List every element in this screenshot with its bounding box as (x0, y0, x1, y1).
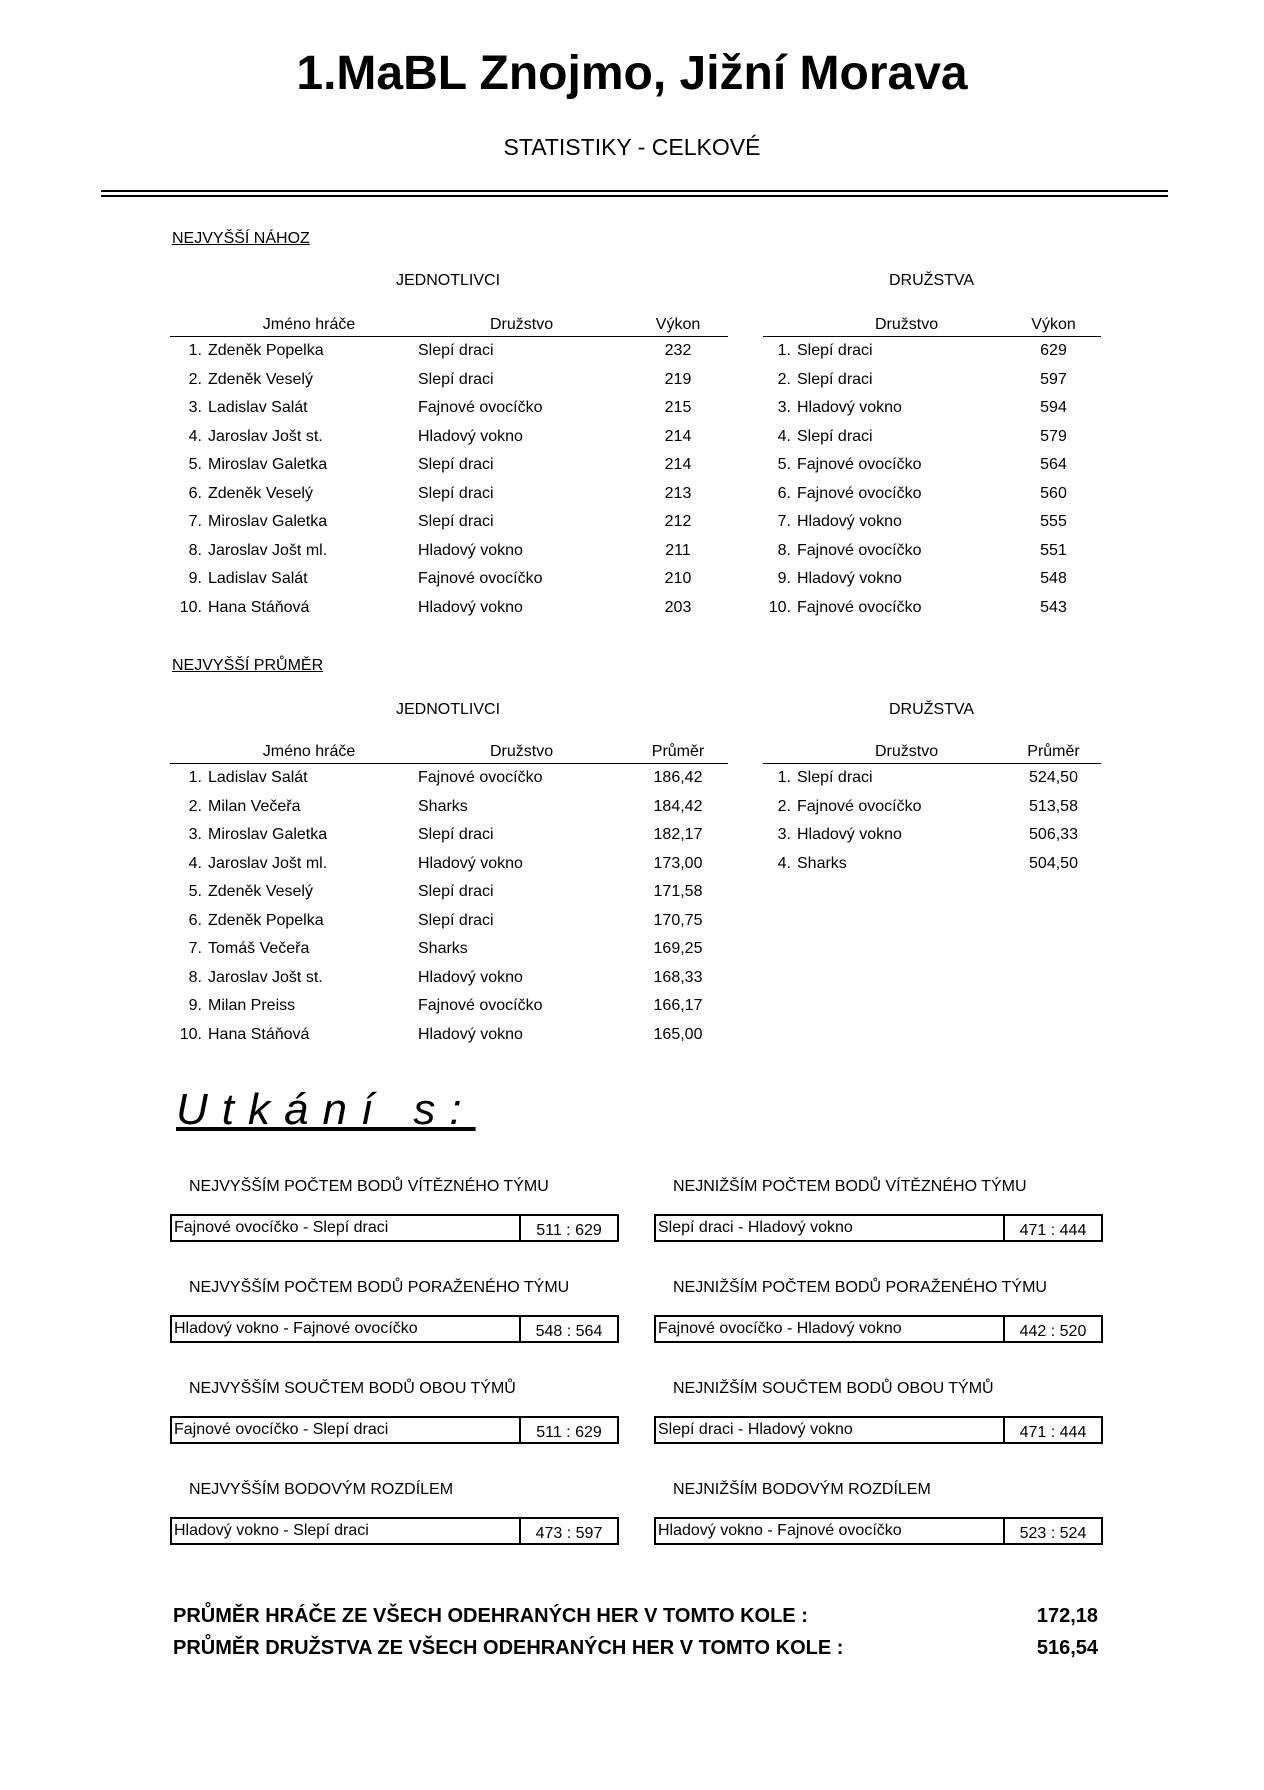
row-team: Slepí draci (797, 370, 873, 388)
row-rank: 3. (188, 826, 202, 844)
row-team: Fajnové ovocíčko (418, 399, 543, 417)
page-title: 1.MaBL Znojmo, Jižní Morava (296, 47, 968, 100)
match-teams: Fajnové ovocíčko - Slepí draci (172, 1216, 521, 1240)
match-record-box (170, 1416, 619, 1444)
match-record-box (654, 1416, 1103, 1444)
row-rank: 1. (777, 342, 791, 360)
row-value: 548 (1040, 570, 1067, 588)
row-value: 524,50 (1029, 769, 1078, 787)
row-rank: 1. (777, 769, 791, 787)
row-team: Hladový vokno (418, 598, 523, 616)
row-value: 171,58 (653, 883, 703, 901)
row-rank: 2. (777, 797, 791, 815)
row-player-name: Zdeněk Veselý (208, 883, 313, 901)
row-team: Fajnové ovocíčko (797, 797, 922, 815)
column-header-team: Družstvo (418, 733, 628, 764)
match-record-label: NEJVYŠŠÍM POČTEM BODŮ PORAŽENÉHO TÝMU (189, 1279, 570, 1296)
match-record-label: NEJNIŽŠÍM BODOVÝM ROZDÍLEM (673, 1481, 931, 1498)
row-value: 232 (664, 342, 692, 360)
row-rank: 8. (188, 541, 202, 559)
row-value: 184,42 (653, 797, 703, 815)
row-value: 211 (665, 541, 691, 559)
row-value: 513,58 (1029, 797, 1078, 815)
row-team: Hladový vokno (418, 541, 523, 559)
column-header-value: Výkon (628, 306, 728, 337)
row-team: Hladový vokno (418, 427, 523, 445)
table-row (170, 793, 728, 822)
row-rank: 8. (777, 541, 791, 559)
row-value: 173,00 (653, 854, 703, 872)
row-team: Fajnové ovocíčko (418, 997, 543, 1015)
row-value: 579 (1040, 427, 1067, 445)
match-score: 511 : 629 (536, 1222, 602, 1239)
row-team: Slepí draci (418, 484, 494, 502)
row-team: Slepí draci (797, 427, 873, 445)
row-value: 210 (664, 570, 692, 588)
row-player-name: Ladislav Salát (208, 769, 308, 787)
row-rank: 8. (188, 968, 202, 986)
row-player-name: Miroslav Galetka (208, 456, 328, 474)
row-team: Slepí draci (418, 456, 494, 474)
column-header-name: Jméno hráče (170, 306, 418, 337)
player-average-label: PRŮMĚR HRÁČE ZE VŠECH ODEHRANÝCH HER V TOMTO KOLE : (173, 1605, 808, 1627)
top-scores-individuals-label: JEDNOTLIVCI (396, 272, 501, 289)
match-record-box (654, 1214, 1103, 1242)
match-teams: Fajnové ovocíčko - Hladový vokno (656, 1317, 1005, 1341)
column-header-name: Jméno hráče (170, 733, 418, 764)
row-team: Slepí draci (418, 342, 494, 360)
row-value: 506,33 (1029, 826, 1078, 844)
table-row (763, 850, 1101, 879)
match-teams: Fajnové ovocíčko - Slepí draci (172, 1418, 521, 1442)
row-player-name: Jaroslav Jošt st. (208, 968, 323, 986)
row-value: 203 (664, 598, 692, 616)
match-score: 473 : 597 (535, 1525, 603, 1542)
row-rank: 2. (188, 797, 202, 815)
row-team: Slepí draci (418, 883, 494, 901)
row-value: 170,75 (653, 911, 703, 929)
table-row (763, 451, 1101, 480)
table-body (170, 337, 728, 623)
row-value: 168,33 (653, 968, 703, 986)
row-value: 182,17 (653, 826, 703, 844)
match-record-label: NEJVYŠŠÍM SOUČTEM BODŮ OBOU TÝMŮ (189, 1380, 516, 1397)
row-rank: 7. (188, 513, 202, 531)
row-rank: 2. (188, 370, 202, 388)
table-row (170, 337, 728, 366)
row-rank: 4. (188, 854, 202, 872)
match-record-label: NEJNIŽŠÍM SOUČTEM BODŮ OBOU TÝMŮ (673, 1380, 994, 1397)
row-rank: 3. (777, 399, 791, 417)
column-header-value: Výkon (1006, 306, 1101, 337)
row-rank: 6. (188, 911, 202, 929)
table-row (170, 394, 728, 423)
table-row (170, 366, 728, 395)
row-team: Fajnové ovocíčko (797, 456, 922, 474)
header-divider-bottom (101, 195, 1168, 197)
row-rank: 5. (188, 456, 202, 474)
table-row (170, 964, 728, 993)
row-rank: 10. (768, 598, 791, 616)
top-scores-teams-table (763, 306, 1101, 622)
section-top-scores-label: NEJVYŠŠÍ NÁHOZ (172, 230, 310, 247)
row-team: Slepí draci (797, 769, 873, 787)
row-team: Hladový vokno (418, 1025, 523, 1043)
table-header-row (763, 306, 1101, 337)
table-row (170, 1021, 728, 1050)
row-value: 543 (1040, 598, 1067, 616)
table-row (170, 480, 728, 509)
match-teams: Hladový vokno - Slepí draci (172, 1519, 521, 1543)
table-row (170, 537, 728, 566)
top-averages-individuals-label: JEDNOTLIVCI (396, 701, 501, 718)
match-score: 442 : 520 (1019, 1323, 1087, 1340)
row-rank: 1. (188, 342, 202, 360)
row-rank: 10. (179, 598, 202, 616)
row-player-name: Milan Večeřa (208, 797, 301, 815)
table-row (170, 850, 728, 879)
row-team: Fajnové ovocíčko (797, 598, 922, 616)
row-value: 213 (664, 484, 692, 502)
row-value: 186,42 (653, 769, 703, 787)
row-rank: 1. (188, 769, 202, 787)
column-header-team: Družstvo (763, 733, 1006, 764)
row-team: Hladový vokno (797, 513, 902, 531)
table-row (170, 878, 728, 907)
match-record-box (654, 1315, 1103, 1343)
table-row (763, 537, 1101, 566)
row-rank: 6. (188, 484, 202, 502)
team-average-label: PRŮMĚR DRUŽSTVA ZE VŠECH ODEHRANÝCH HER V TOMTO KOLE : (173, 1637, 844, 1659)
match-record-label: NEJVYŠŠÍM BODOVÝM ROZDÍLEM (189, 1481, 454, 1498)
row-value: 219 (664, 370, 692, 388)
table-body (763, 337, 1101, 623)
column-header-team: Družstvo (763, 306, 1006, 337)
table-row (763, 821, 1101, 850)
table-row (763, 565, 1101, 594)
match-teams: Slepí draci - Hladový vokno (656, 1418, 1005, 1442)
row-rank: 4. (777, 427, 791, 445)
table-row (170, 565, 728, 594)
match-record-box (170, 1517, 619, 1545)
row-rank: 6. (777, 484, 791, 502)
row-rank: 4. (777, 854, 791, 872)
row-value: 214 (664, 427, 692, 445)
row-player-name: Zdeněk Veselý (208, 370, 313, 388)
match-score: 511 : 629 (536, 1424, 602, 1441)
matches-title: Utkání s: (176, 1085, 476, 1134)
row-team: Slepí draci (797, 342, 873, 360)
top-scores-individuals-table (170, 306, 728, 622)
table-row (763, 508, 1101, 537)
row-value: 166,17 (653, 997, 703, 1015)
table-row (170, 594, 728, 623)
top-averages-individuals-table (170, 733, 728, 1049)
row-player-name: Hana Stáňová (208, 598, 310, 616)
table-header-row (763, 733, 1101, 764)
row-team: Slepí draci (418, 370, 494, 388)
match-score: 548 : 564 (535, 1323, 603, 1340)
table-row (763, 793, 1101, 822)
row-player-name: Zdeněk Popelka (208, 342, 324, 360)
match-teams: Hladový vokno - Fajnové ovocíčko (656, 1519, 1005, 1543)
column-header-value: Průměr (1006, 733, 1101, 764)
table-row (763, 594, 1101, 623)
match-record-label: NEJVYŠŠÍM POČTEM BODŮ VÍTĚZNÉHO TÝMU (189, 1178, 549, 1195)
row-team: Sharks (418, 940, 468, 958)
header-divider-top (101, 190, 1168, 192)
row-team: Hladový vokno (418, 968, 523, 986)
table-row (763, 394, 1101, 423)
row-player-name: Ladislav Salát (208, 570, 308, 588)
row-player-name: Zdeněk Veselý (208, 484, 313, 502)
row-player-name: Jaroslav Jošt ml. (208, 541, 328, 559)
table-row (763, 337, 1101, 366)
row-player-name: Miroslav Galetka (208, 513, 328, 531)
top-averages-teams-label: DRUŽSTVA (889, 701, 975, 718)
row-team: Slepí draci (418, 911, 494, 929)
row-player-name: Miroslav Galetka (208, 826, 328, 844)
row-rank: 9. (777, 570, 791, 588)
top-averages-teams-table (763, 733, 1101, 878)
row-value: 597 (1040, 370, 1067, 388)
row-value: 504,50 (1029, 854, 1078, 872)
match-record-box (654, 1517, 1103, 1545)
row-value: 594 (1040, 399, 1067, 417)
row-rank: 9. (188, 570, 202, 588)
table-body (170, 764, 728, 1050)
row-player-name: Jaroslav Jošt ml. (208, 854, 328, 872)
match-teams: Slepí draci - Hladový vokno (656, 1216, 1005, 1240)
row-rank: 7. (777, 513, 791, 531)
row-rank: 7. (188, 940, 202, 958)
table-header-row (170, 306, 728, 337)
match-record-box (170, 1214, 619, 1242)
row-rank: 3. (777, 826, 791, 844)
row-value: 212 (664, 513, 692, 531)
table-row (763, 480, 1101, 509)
row-rank: 4. (188, 427, 202, 445)
row-team: Hladový vokno (797, 399, 902, 417)
row-rank: 9. (188, 997, 202, 1015)
row-value: 169,25 (653, 940, 703, 958)
team-average-value: 516,54 (1036, 1637, 1098, 1659)
row-team: Fajnové ovocíčko (797, 541, 922, 559)
match-record-box (170, 1315, 619, 1343)
top-scores-teams-label: DRUŽSTVA (889, 272, 975, 289)
row-team: Fajnové ovocíčko (418, 570, 543, 588)
row-team: Hladový vokno (797, 826, 902, 844)
row-player-name: Tomáš Večeřa (208, 940, 310, 958)
match-record-label: NEJNIŽŠÍM POČTEM BODŮ VÍTĚZNÉHO TÝMU (673, 1178, 1027, 1195)
row-player-name: Milan Preiss (208, 997, 296, 1015)
row-team: Hladový vokno (797, 570, 902, 588)
row-team: Hladový vokno (418, 854, 523, 872)
row-team: Slepí draci (418, 826, 494, 844)
table-header-row (170, 733, 728, 764)
table-row (763, 366, 1101, 395)
match-score: 471 : 444 (1019, 1222, 1087, 1239)
row-value: 560 (1040, 484, 1067, 502)
match-record-label: NEJNIŽŠÍM POČTEM BODŮ PORAŽENÉHO TÝMU (673, 1279, 1047, 1296)
row-rank: 5. (777, 456, 791, 474)
table-row (170, 764, 728, 793)
row-player-name: Jaroslav Jošt st. (208, 427, 323, 445)
table-body (763, 764, 1101, 879)
page-subtitle: STATISTIKY - CELKOVÉ (503, 134, 761, 160)
row-rank: 10. (179, 1025, 202, 1043)
row-value: 165,00 (653, 1025, 703, 1043)
row-player-name: Ladislav Salát (208, 399, 308, 417)
table-row (763, 764, 1101, 793)
row-team: Fajnové ovocíčko (797, 484, 922, 502)
table-row (170, 992, 728, 1021)
row-value: 215 (664, 399, 692, 417)
player-average-value: 172,18 (1036, 1605, 1098, 1627)
table-row (170, 907, 728, 936)
row-value: 551 (1040, 541, 1067, 559)
row-rank: 2. (777, 370, 791, 388)
row-value: 555 (1040, 513, 1067, 531)
table-row (170, 821, 728, 850)
match-score: 523 : 524 (1019, 1525, 1087, 1542)
column-header-value: Průměr (628, 733, 728, 764)
table-row (170, 451, 728, 480)
table-row (170, 508, 728, 537)
match-teams: Hladový vokno - Fajnové ovocíčko (172, 1317, 521, 1341)
section-top-averages-label: NEJVYŠŠÍ PRŮMĚR (172, 657, 324, 674)
row-value: 564 (1040, 456, 1067, 474)
row-team: Sharks (797, 854, 847, 872)
row-value: 629 (1040, 342, 1067, 360)
row-team: Sharks (418, 797, 468, 815)
row-team: Slepí draci (418, 513, 494, 531)
column-header-team: Družstvo (418, 306, 628, 337)
row-rank: 5. (188, 883, 202, 901)
row-player-name: Zdeněk Popelka (208, 911, 324, 929)
table-row (170, 935, 728, 964)
table-row (763, 423, 1101, 452)
row-team: Fajnové ovocíčko (418, 769, 543, 787)
row-rank: 3. (188, 399, 202, 417)
row-player-name: Hana Stáňová (208, 1025, 310, 1043)
table-row (170, 423, 728, 452)
row-value: 214 (664, 456, 692, 474)
match-score: 471 : 444 (1019, 1424, 1087, 1441)
